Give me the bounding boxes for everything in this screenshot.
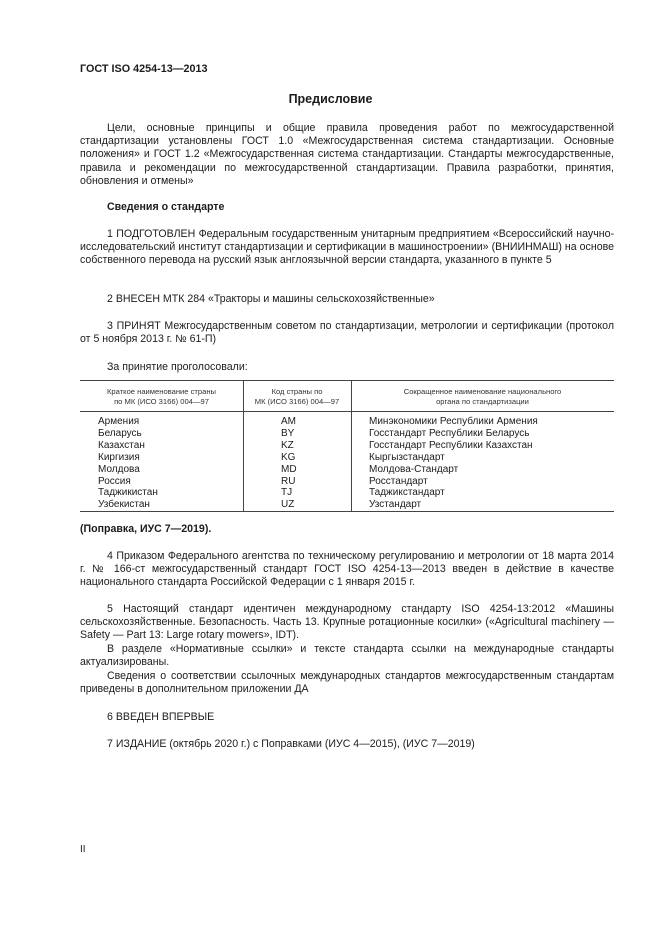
code-cell: BY <box>281 427 295 439</box>
document-code: ГОСТ ISO 4254-13—2013 <box>80 63 208 75</box>
header-code <box>243 387 351 407</box>
code-cell: UZ <box>281 499 295 511</box>
item-5-references-note: В разделе «Нормативные ссылки» и тексте стандарта ссылки на международные стандарты актуализированы. <box>80 643 614 669</box>
item-1-paragraph: 1 ПОДГОТОВЛЕН Федеральным государственным унитарным предприятием «Всероссийский научно-исследовательский институт стандартизации и сертификации в машиностроении» (ВНИИНМАШ) на основе собственного перевода на русский язык англоязычной версии стандарта, указанного в пункте 5 <box>80 228 614 267</box>
code-cell: AM <box>281 416 296 427</box>
code-cell: KG <box>281 451 296 463</box>
body-cell: Узстандарт <box>369 499 422 511</box>
body-cell: Таджикстандарт <box>369 487 445 499</box>
code-cell: KZ <box>281 439 294 451</box>
country-cell: Узбекистан <box>98 499 150 511</box>
body-cell: Молдова-Стандарт <box>369 463 459 475</box>
item-4-paragraph: 4 Приказом Федерального агентства по техническому регулированию и метрологии от 18 марта 2014 г. № 166-ст межгосударственный стандарт ГОСТ ISO 4254-13—2013 введен в действие в качестве национального стандарта Российской Федерации с 1 января 2015 г. <box>80 550 614 589</box>
country-cell: Молдова <box>98 463 140 475</box>
body-column <box>369 416 538 511</box>
body-cell: Госстандарт Республики Казахстан <box>369 439 533 451</box>
code-column <box>281 416 297 511</box>
country-cell: Киргизия <box>98 451 140 463</box>
item-5-paragraph: 5 Настоящий стандарт идентичен международному стандарту ISO 4254-13:2012 «Машины сельскохозяйственные. Безопасность. Часть 13. Крупные ротационные косилки» («Agricultural machinery — Safety — Part 13: Large rotary mowers», IDT). <box>80 603 614 642</box>
voted-label: За принятие проголосовали: <box>107 361 248 373</box>
country-cell: Россия <box>98 475 131 487</box>
body-cell: Росстандарт <box>369 475 428 487</box>
item-5-annex-note: Сведения о соответствии ссылочных международных стандартов межгосударственным стандартам приведены в дополнительном приложении ДА <box>80 670 614 696</box>
code-cell: MD <box>281 463 297 475</box>
code-cell: RU <box>281 475 296 487</box>
code-cell: TJ <box>281 487 293 499</box>
body-cell: Минэкономики Республики Армения <box>369 416 538 427</box>
header-country <box>80 387 243 407</box>
body-cell: Госстандарт Республики Беларусь <box>369 427 530 439</box>
page-title: Предисловие <box>288 92 373 106</box>
country-column <box>98 416 158 511</box>
body-cell: Кыргызстандарт <box>369 451 445 463</box>
item-3-paragraph: 3 ПРИНЯТ Межгосударственным советом по стандартизации, метрологии и сертификации (протокол от 5 ноября 2013 г. № 61-П) <box>80 320 614 346</box>
item-2-paragraph: 2 ВНЕСЕН МТК 284 «Тракторы и машины сельскохозяйственные» <box>107 293 435 305</box>
country-cell: Беларусь <box>98 427 142 439</box>
item-6-paragraph: 6 ВВЕДЕН ВПЕРВЫЕ <box>107 711 215 723</box>
section-title: Сведения о стандарте <box>107 201 225 213</box>
voting-table <box>80 380 614 512</box>
header-country-line1: Краткое наименование страны <box>107 387 216 396</box>
header-body <box>351 387 614 407</box>
page-number: II <box>80 844 86 855</box>
intro-paragraph: Цели, основные принципы и общие правила проведения работ по межгосударственной стандартизации установлены ГОСТ 1.0 «Межгосударственная система стандартизации. Основные положения» и ГОСТ 1.2 «Межгосударственная система стандартизации. Стандарты межгосударственные, правила и рекомендации по межгосударственной стандартизации. Правила разработки, принятия, обновления и отмены» <box>80 122 614 187</box>
header-body-line2: органа по стандартизации <box>436 397 529 406</box>
country-cell: Казахстан <box>98 439 145 451</box>
country-cell: Армения <box>98 416 140 427</box>
header-code-line2: МК (ИСО 3166) 004—97 <box>254 397 340 406</box>
item-7-paragraph: 7 ИЗДАНИЕ (октябрь 2020 г.) с Поправками (ИУС 4—2015), (ИУС 7—2019) <box>107 738 475 750</box>
amendment-note: (Поправка, ИУС 7—2019). <box>80 523 212 535</box>
header-body-line1: Сокращенное наименование национального <box>403 387 562 396</box>
header-country-line2: по МК (ИСО 3166) 004—97 <box>114 397 209 406</box>
country-cell: Таджикистан <box>98 487 158 499</box>
header-code-line1: Код страны по <box>271 387 323 396</box>
